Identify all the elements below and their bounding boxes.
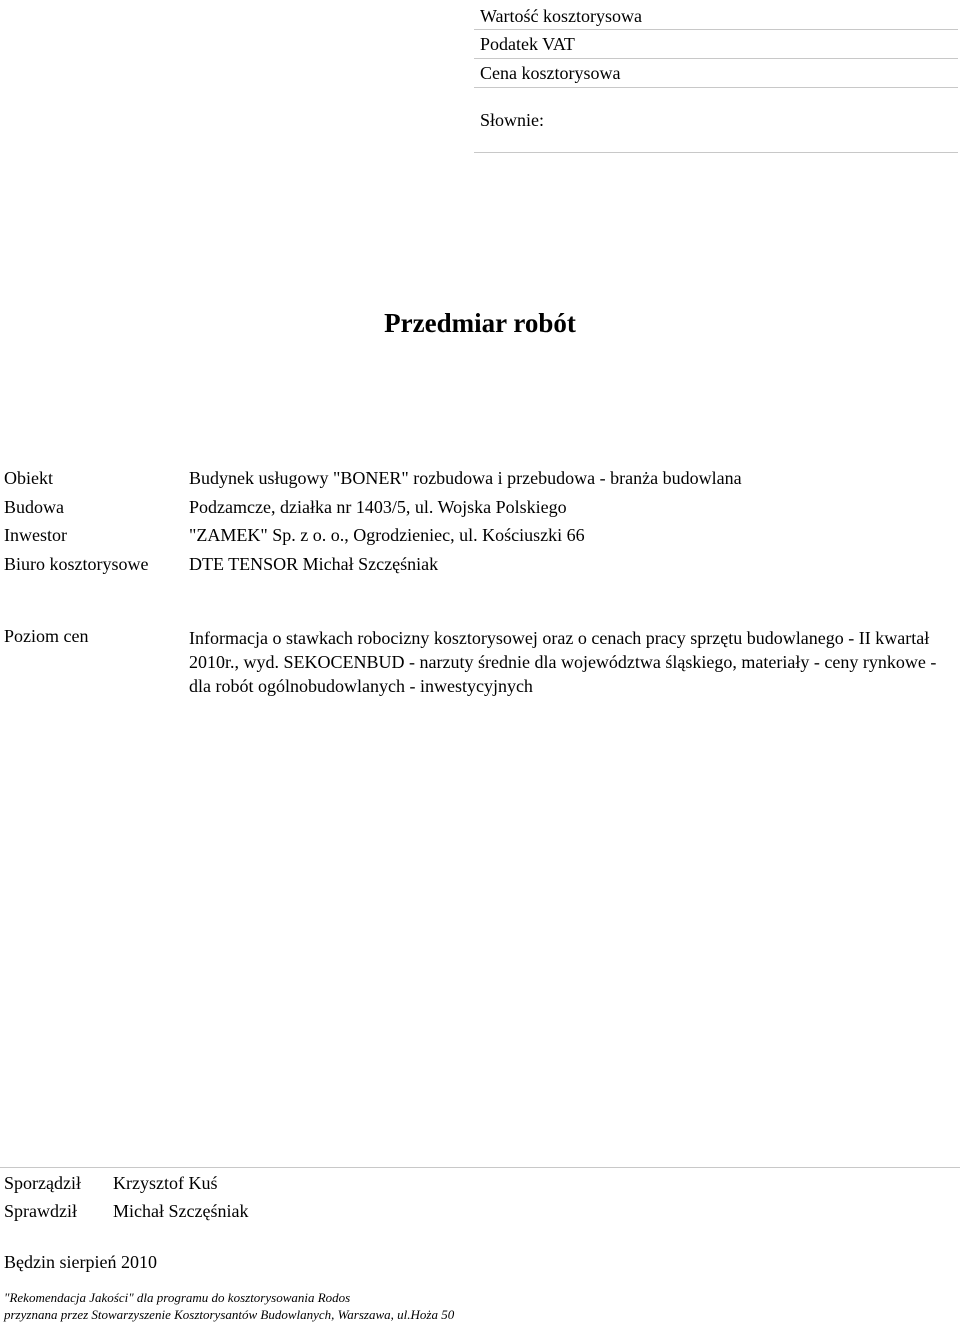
summary-cost-value-label: Wartość kosztorysowa xyxy=(474,0,958,30)
construction-label: Budowa xyxy=(4,497,64,517)
prepared-by-label: Sporządził xyxy=(4,1173,81,1193)
checked-by-value: Michał Szczęśniak xyxy=(113,1201,249,1221)
checked-by-label: Sprawdził xyxy=(4,1201,77,1221)
cost-office-label: Biuro kosztorysowe xyxy=(4,554,149,574)
object-value: Budynek usługowy "BONER" rozbudowa i przebudowa - branża budowlana xyxy=(189,468,742,488)
cost-summary-box xyxy=(474,0,958,153)
page-title: Przedmiar robót xyxy=(384,308,576,338)
prepared-by-value: Krzysztof Kuś xyxy=(113,1173,218,1193)
cost-office-value: DTE TENSOR Michał Szczęśniak xyxy=(189,554,439,574)
place-date: Będzin sierpień 2010 xyxy=(4,1252,157,1272)
price-level-label: Poziom cen xyxy=(4,626,89,646)
investor-value: "ZAMEK" Sp. z o. o., Ogrodzieniec, ul. Kościuszki 66 xyxy=(189,525,585,545)
price-level-value: Informacja o stawkach robocizny kosztorysowej oraz o cenach pracy sprzętu budowlanego - II kwartał 2010r., wyd. SEKOCENBUD - narzuty średnie dla województwa śląskiego, materiały - ceny rynkowe - dla robót ogólnobudowlanych - inwestycyjnych xyxy=(189,628,937,696)
signature-divider xyxy=(0,1167,960,1168)
investor-label: Inwestor xyxy=(4,525,67,545)
summary-in-words-label: Słownie: xyxy=(474,88,958,153)
summary-price-label: Cena kosztorysowa xyxy=(474,59,958,88)
footer-line-2: przyznana przez Stowarzyszenie Kosztorysantów Budowlanych, Warszawa, ul.Hoża 50 xyxy=(4,1307,455,1322)
summary-vat-label: Podatek VAT xyxy=(474,30,958,59)
footer-line-1: "Rekomendacja Jakości" dla programu do kosztorysowania Rodos xyxy=(4,1290,351,1305)
object-label: Obiekt xyxy=(4,468,53,488)
construction-value: Podzamcze, działka nr 1403/5, ul. Wojska Polskiego xyxy=(189,497,567,517)
